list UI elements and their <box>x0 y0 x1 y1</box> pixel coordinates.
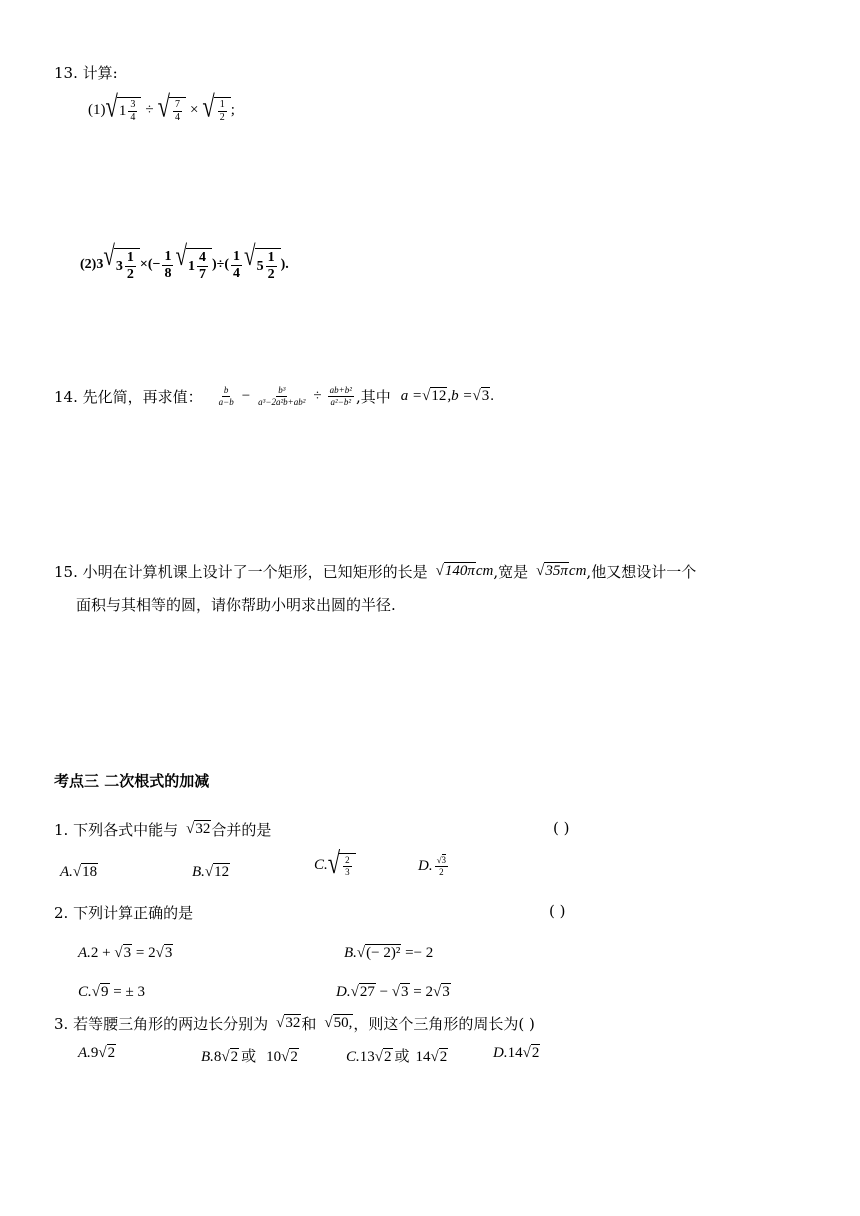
q14 <box>54 386 494 407</box>
q13-part1 <box>88 89 235 124</box>
option-label: A. <box>78 1045 91 1061</box>
fraction: $\frac{\text{b³}}{\text{a³−2a²b+ab²}}$ <box>258 385 306 407</box>
mc1-option-a <box>60 864 98 881</box>
mc3-option-d <box>493 1045 540 1062</box>
q13-part2-prefix: (2)3 <box>80 257 104 272</box>
sqrt: √3 <box>472 388 490 404</box>
q15-text: 15. 小明在计算机课上设计了一个矩形，已知矩形的长是 <box>54 563 428 581</box>
fraction: $\frac{2}{3}$ <box>345 855 350 877</box>
stem-text: 和 <box>301 1015 317 1033</box>
fraction: $\frac{1}{8}$ <box>164 248 172 281</box>
fraction: $\frac{1}{2}$ <box>267 250 275 282</box>
q15-line2: 面积与其相等的圆，请你帮助小明求出圆的半径. <box>76 596 396 614</box>
coef: 10 <box>266 1049 282 1065</box>
divide-sign: ÷ <box>145 101 154 118</box>
sqrt: √2 <box>98 1045 116 1061</box>
where-text: ,其中 <box>355 388 391 406</box>
sqrt: √18 <box>72 864 98 880</box>
fraction: $\frac{1}{2}$ <box>219 99 225 123</box>
coef: 14 <box>507 1045 523 1061</box>
radical: √ $\frac{7}{4}$ <box>158 97 186 123</box>
radical: √ 3 $\frac{1}{2}$ <box>103 248 140 282</box>
mc3-option-b <box>201 1045 299 1066</box>
sqrt: √35π <box>536 563 568 579</box>
mixed-whole: 5 <box>256 258 264 274</box>
expr: 2 + <box>90 945 115 961</box>
cond-b: ,b = <box>447 388 473 404</box>
sqrt-body: 3 <box>441 855 447 865</box>
fraction: $\frac{1}{2}$ <box>126 250 134 282</box>
coef: 14 <box>415 1049 431 1065</box>
or-text: 或 <box>394 1047 410 1065</box>
mc3-stem <box>54 1013 535 1034</box>
expr: − <box>375 984 392 1000</box>
option-label: C. <box>78 984 92 1000</box>
sqrt: √2 <box>221 1049 239 1065</box>
radical: √ $\frac{2}{3}$ <box>328 853 356 877</box>
mc3-option-a <box>78 1045 116 1062</box>
expr: = 2 <box>409 984 433 1000</box>
operator: )÷( <box>212 257 230 272</box>
option-label: A. <box>78 945 91 961</box>
sqrt: √12 <box>204 864 230 880</box>
mixed-whole: 1 <box>188 258 196 274</box>
fraction: $\frac{\text{ab+b²}}{\text{a²−b²}}$ <box>329 385 352 407</box>
option-label: C. <box>314 856 328 873</box>
cond-a: a = <box>400 388 423 404</box>
q13-label: 13. 计算: <box>54 64 118 82</box>
fraction: $\frac{√3}{2}$ <box>436 855 447 877</box>
q15-text: ,他又想设计一个 <box>586 563 697 581</box>
option-label: A. <box>60 864 73 880</box>
sqrt: √9 <box>91 984 109 1000</box>
option-label: B. <box>201 1049 214 1065</box>
sqrt: √2 <box>374 1049 392 1065</box>
sqrt: √3 <box>433 984 450 1000</box>
option-label: D. <box>493 1045 508 1061</box>
sqrt: √32 <box>276 1015 301 1031</box>
operator: ×(− <box>139 257 161 272</box>
coef: 13 <box>359 1049 375 1065</box>
sqrt: √27 <box>350 984 375 1000</box>
mc1-option-d <box>418 856 450 877</box>
sqrt: √2 <box>430 1049 448 1065</box>
q13-part1-prefix: (1) <box>88 101 106 118</box>
period: . <box>490 388 494 404</box>
expr: =− 2 <box>401 945 434 961</box>
mc1-option-b <box>192 864 230 881</box>
mc3-option-c <box>346 1045 448 1066</box>
fraction: $\frac{b}{a-b}$ <box>218 385 234 407</box>
mc1-paren: ( ) <box>553 819 570 837</box>
mc2-option-c <box>78 984 145 1001</box>
sqrt: √(− 2)² <box>356 945 401 961</box>
radical: √ $\frac{1}{2}$ <box>202 97 230 123</box>
mc2-paren: ( ) <box>549 902 566 920</box>
fraction: $\frac{3}{4}$ <box>130 99 136 123</box>
radical: √ 1 $\frac{4}{7}$ <box>175 248 212 282</box>
mc1-option-c <box>314 846 356 880</box>
option-label: B. <box>192 864 205 880</box>
stem-text: ，则这个三角形的周长为( ) <box>353 1015 535 1033</box>
sqrt: √12 <box>422 388 447 404</box>
sqrt: √50, <box>324 1015 353 1031</box>
mc2-option-a <box>78 945 173 962</box>
option-label: D. <box>336 984 351 1000</box>
radical: √ 5 $\frac{1}{2}$ <box>244 248 281 282</box>
q15-text: ,宽是 <box>493 563 529 581</box>
divide-sign: ÷ <box>313 388 322 404</box>
unit: cm <box>568 563 587 579</box>
mc1-stem <box>54 819 271 840</box>
sqrt: √2 <box>281 1049 298 1065</box>
stem-text: 3. 若等腰三角形的两边长分别为 <box>54 1015 269 1033</box>
mc2-stem: 2. 下列计算正确的是 <box>54 904 194 922</box>
expr: = ± 3 <box>109 984 145 1000</box>
times-sign: × <box>189 101 199 118</box>
mixed-whole: 3 <box>115 258 123 274</box>
mc2-option-b <box>344 945 433 962</box>
sqrt: √32 <box>186 821 211 837</box>
stem-text: 1. 下列各式中能与 <box>54 821 179 839</box>
fraction: $\frac{1}{4}$ <box>233 248 241 281</box>
sqrt: √3 <box>155 945 173 961</box>
fraction: $\frac{4}{7}$ <box>199 250 207 282</box>
sqrt: √2 <box>522 1045 540 1061</box>
coef: 9 <box>90 1045 99 1061</box>
operator: ). <box>280 257 289 272</box>
mc2-option-d <box>336 984 451 1001</box>
radical: √ 1 $\frac{3}{4}$ <box>106 97 142 123</box>
minus-sign: − <box>241 388 251 404</box>
q15-line1 <box>54 561 696 582</box>
stem-text: 合并的是 <box>211 821 272 839</box>
semicolon: ; <box>230 101 235 118</box>
or-text: 或 <box>241 1047 257 1065</box>
sqrt: √3 <box>391 984 409 1000</box>
mixed-whole: 1 <box>118 103 127 119</box>
q14-label: 14. 先化简，再求值： <box>54 388 203 406</box>
unit: cm <box>475 563 494 579</box>
option-label: B. <box>344 945 357 961</box>
sqrt: √3 <box>114 945 132 961</box>
fraction: $\frac{7}{4}$ <box>174 99 180 123</box>
option-label: D. <box>418 858 433 874</box>
option-label: C. <box>346 1049 360 1065</box>
q13-part2 <box>80 239 289 282</box>
sqrt: √140π <box>435 563 475 579</box>
coef: 8 <box>213 1049 222 1065</box>
expr: = 2 <box>132 945 156 961</box>
section-title: 考点三 二次根式的加减 <box>54 772 210 790</box>
